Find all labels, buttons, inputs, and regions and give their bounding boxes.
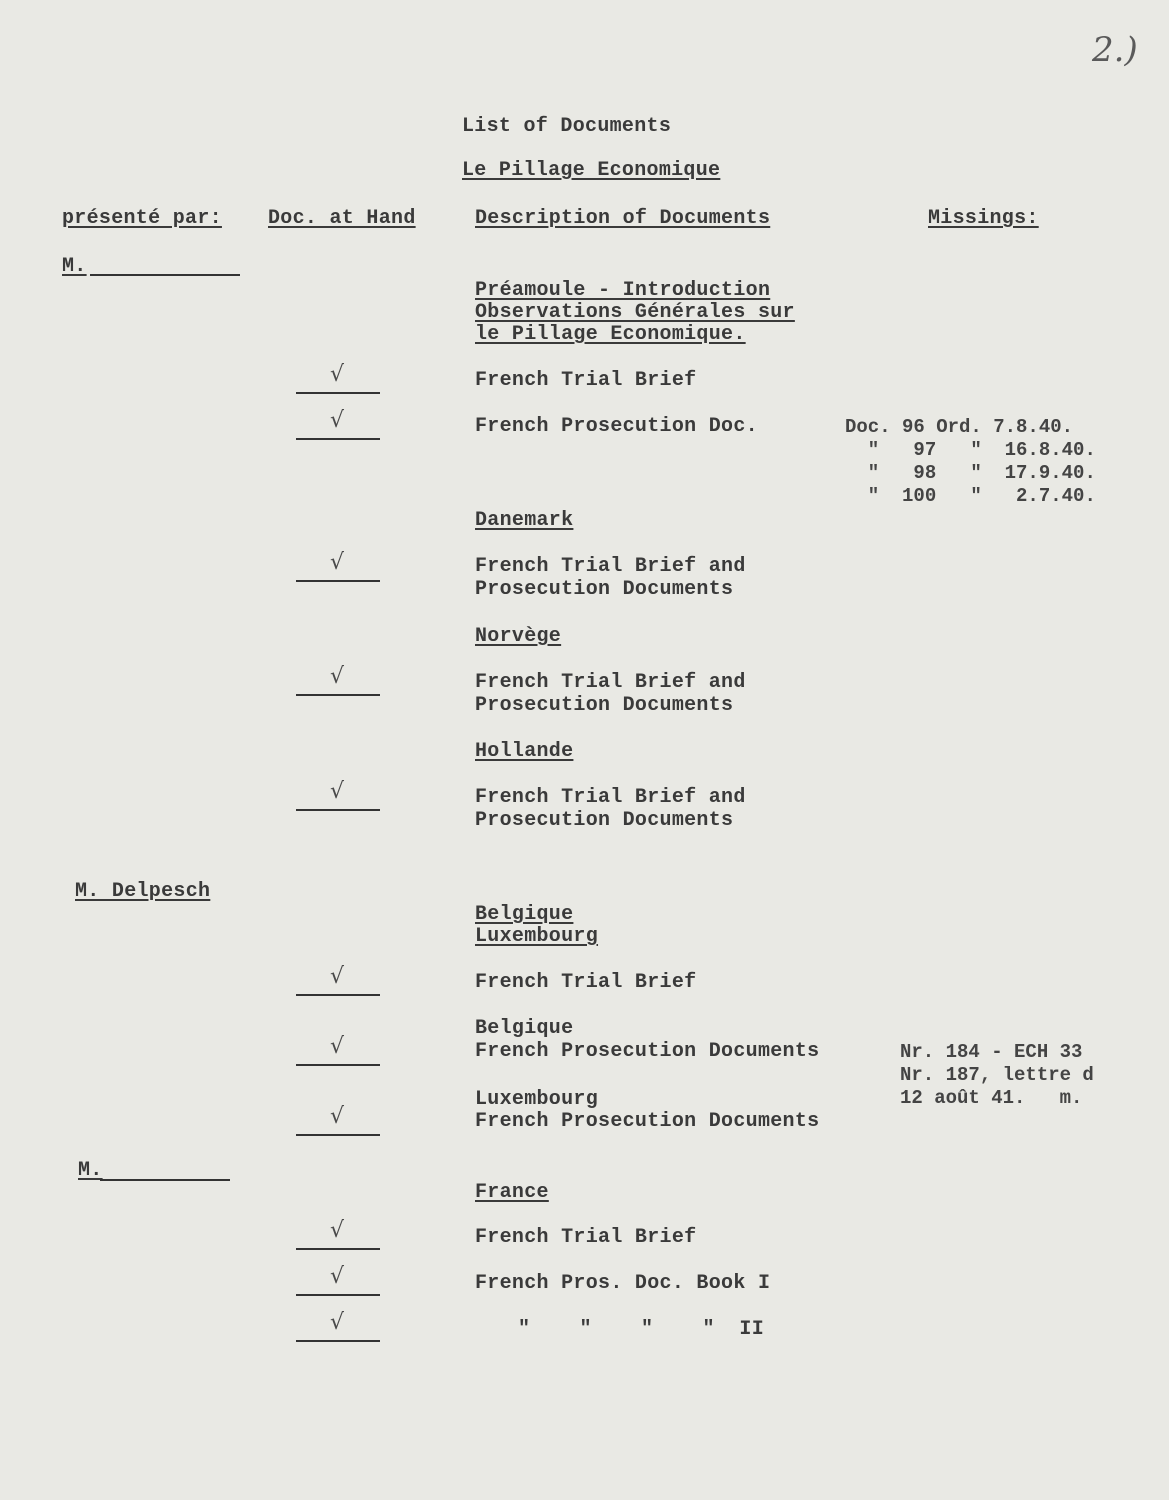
item-bl-luxembourg-label: Luxembourg	[475, 1088, 599, 1111]
check-mark: √	[296, 1314, 380, 1342]
check-mark: √	[296, 783, 380, 811]
missing-line: " 97 " 16.8.40.	[845, 439, 1096, 461]
check-mark: √	[296, 1222, 380, 1250]
section-luxembourg: Luxembourg	[475, 925, 599, 948]
section-norvege: Norvège	[475, 625, 562, 648]
item-bl-luxembourg-docs: French Prosecution Documents	[475, 1110, 820, 1133]
check-mark: √	[296, 366, 380, 394]
header-doc-at-hand: Doc. at Hand	[268, 207, 416, 230]
item-hollande-line-1: French Trial Brief and	[475, 786, 746, 809]
item-bl-belgique-label: Belgique	[475, 1017, 574, 1040]
item-france-trial-brief: French Trial Brief	[475, 1226, 697, 1249]
section-preamble-line-2: Observations Générales sur	[475, 301, 795, 324]
section-danemark: Danemark	[475, 509, 574, 532]
missing-line: " 98 " 17.9.40.	[845, 462, 1096, 484]
item-norvege-line-1: French Trial Brief and	[475, 671, 746, 694]
check-mark: √	[296, 668, 380, 696]
presenter-3: M.	[78, 1159, 103, 1182]
check-mark: √	[296, 412, 380, 440]
missing-line: 12 août 41. m.	[900, 1087, 1083, 1109]
check-mark: √	[296, 968, 380, 996]
check-mark: √	[296, 1268, 380, 1296]
missing-line: Nr. 184 - ECH 33	[900, 1041, 1083, 1063]
header-presented-by: présenté par:	[62, 207, 222, 230]
item-france-book-1: French Pros. Doc. Book I	[475, 1272, 771, 1295]
missing-line: Doc. 96 Ord. 7.8.40.	[845, 416, 1074, 438]
check-mark: √	[296, 1038, 380, 1066]
header-description: Description of Documents	[475, 207, 771, 230]
missing-line: Nr. 187, lettre d	[900, 1064, 1094, 1086]
item-hollande-line-2: Prosecution Documents	[475, 809, 734, 832]
section-hollande: Hollande	[475, 740, 574, 763]
item-danemark-line-2: Prosecution Documents	[475, 578, 734, 601]
presenter-1: M.	[62, 255, 87, 278]
item-preamble-prosecution-doc: French Prosecution Doc.	[475, 415, 758, 438]
section-preamble-line-3: le Pillage Economique.	[475, 323, 746, 346]
item-bl-belgique-docs: French Prosecution Documents	[475, 1040, 820, 1063]
presenter-1-blank-line	[90, 274, 240, 276]
item-bl-trial-brief: French Trial Brief	[475, 971, 697, 994]
presenter-2: M. Delpesch	[75, 880, 211, 903]
page-number: 2.)	[1092, 30, 1138, 70]
document-title: List of Documents	[462, 115, 672, 138]
check-mark: √	[296, 1108, 380, 1136]
presenter-3-blank-line	[100, 1179, 230, 1181]
header-missings: Missings:	[928, 207, 1039, 230]
missing-line: " 100 " 2.7.40.	[845, 485, 1096, 507]
item-norvege-line-2: Prosecution Documents	[475, 694, 734, 717]
section-belgique: Belgique	[475, 903, 574, 926]
check-mark: √	[296, 554, 380, 582]
item-france-book-2: " " " " II	[518, 1318, 765, 1341]
section-france: France	[475, 1181, 549, 1204]
document-subtitle: Le Pillage Economique	[462, 159, 721, 182]
section-preamble-line-1: Préamoule - Introduction	[475, 279, 771, 302]
item-danemark-line-1: French Trial Brief and	[475, 555, 746, 578]
item-preamble-trial-brief: French Trial Brief	[475, 369, 697, 392]
